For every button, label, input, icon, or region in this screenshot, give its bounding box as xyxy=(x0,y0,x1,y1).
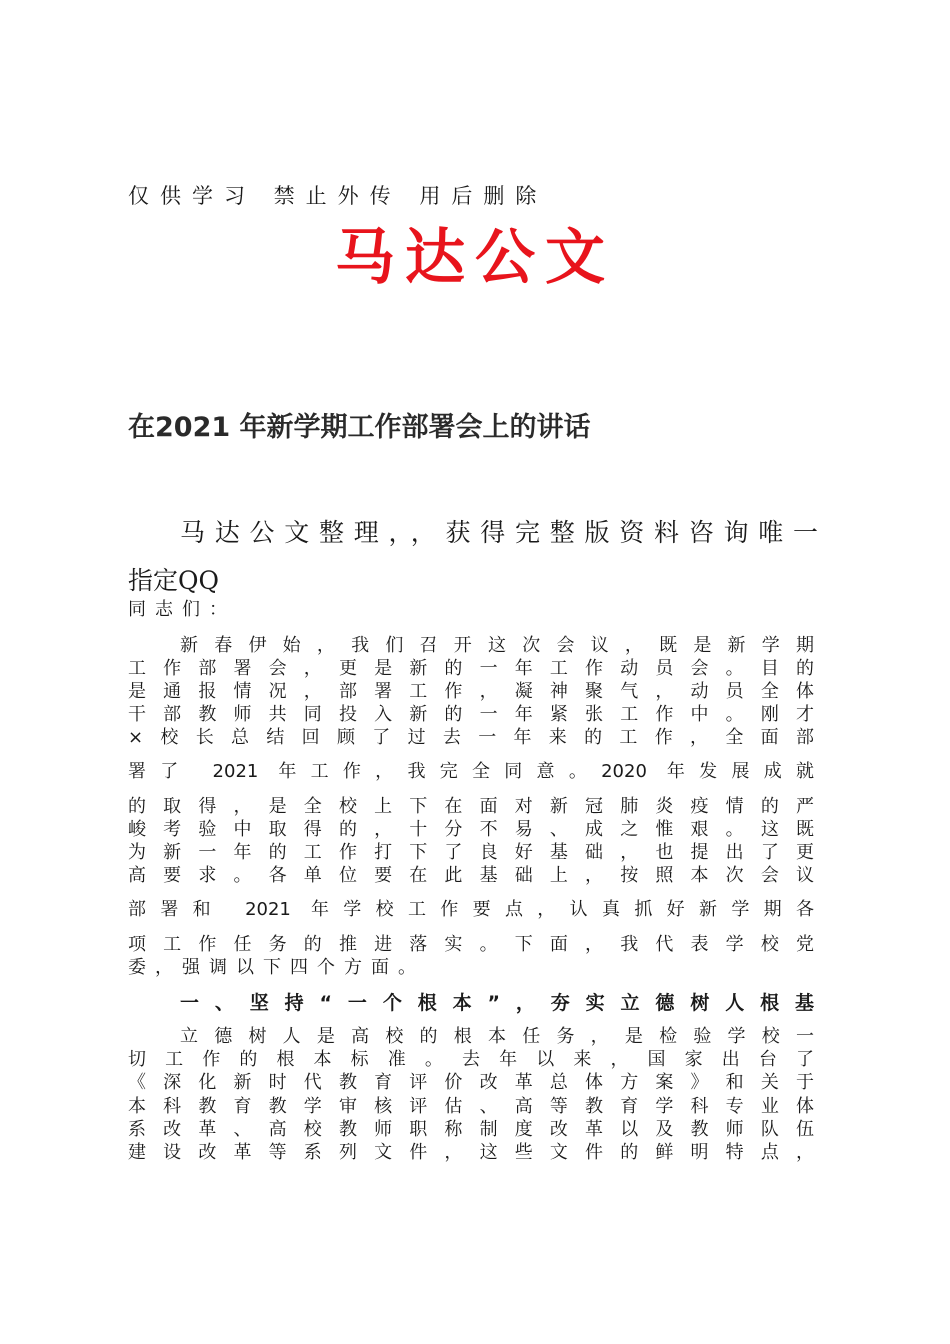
paragraph-line: 立德树人是高校的根本任务，是检验学校一 xyxy=(180,1026,814,1047)
paragraph-line: 项工作任务的推进落实。下面，我代表学校党 xyxy=(128,934,814,955)
brand-logo-text: 马达公文 xyxy=(335,223,615,293)
paragraph-line: 干部教师共同投入新的一年紧张工作中。刚才 xyxy=(128,704,814,725)
paragraph-line: 工作部署会，更是新的一年工作动员会。目的 xyxy=(128,658,814,679)
paragraph-line: ×校长总结回顾了过去一年来的工作，全面部 xyxy=(128,727,814,748)
document-title: 在2021 年新学期工作部署会上的讲话 xyxy=(128,412,591,443)
paragraph-line: 《深化新时代教育评价改革总体方案》和关于 xyxy=(128,1072,814,1093)
paragraph-line: 切工作的根本标准。去年以来，国家出台了 xyxy=(128,1049,814,1070)
distribution-notice: 仅供学习 禁止外传 用后删除 xyxy=(128,184,548,208)
paragraph-line: 部署和 2021 年学校工作要点，认真抓好新学期各 xyxy=(128,899,814,920)
salutation: 同志们： xyxy=(128,599,236,620)
paragraph-line: 系改革、高校教师职称制度改革以及教师队伍 xyxy=(128,1119,814,1140)
intro-line: 指定QQ xyxy=(128,566,219,595)
section-heading: 一、坚持“一个根本”，夯实立德树人根基 xyxy=(180,992,814,1014)
paragraph-line: 署了 2021 年工作，我完全同意。2020 年发展成就 xyxy=(128,761,814,782)
intro-line: 马达公文整理，，获得完整版资料咨询唯一 xyxy=(180,518,818,547)
paragraph-line: 峻考验中取得的，十分不易、成之惟艰。这既 xyxy=(128,819,814,840)
paragraph-line: 新春伊始，我们召开这次会议，既是新学期 xyxy=(180,635,814,656)
paragraph-line: 委，强调以下四个方面。 xyxy=(128,957,425,978)
paragraph-line: 建设改革等系列文件，这些文件的鲜明特点， xyxy=(128,1142,814,1163)
paragraph-line: 是通报情况，部署工作，凝神聚气，动员全体 xyxy=(128,681,814,702)
paragraph-line: 的取得，是全校上下在面对新冠肺炎疫情的严 xyxy=(128,796,814,817)
paragraph-line: 高要求。各单位要在此基础上，按照本次会议 xyxy=(128,865,814,886)
paragraph-line: 本科教育教学审核评估、高等教育学科专业体 xyxy=(128,1096,814,1117)
paragraph-line: 为新一年的工作打下了良好基础，也提出了更 xyxy=(128,842,814,863)
